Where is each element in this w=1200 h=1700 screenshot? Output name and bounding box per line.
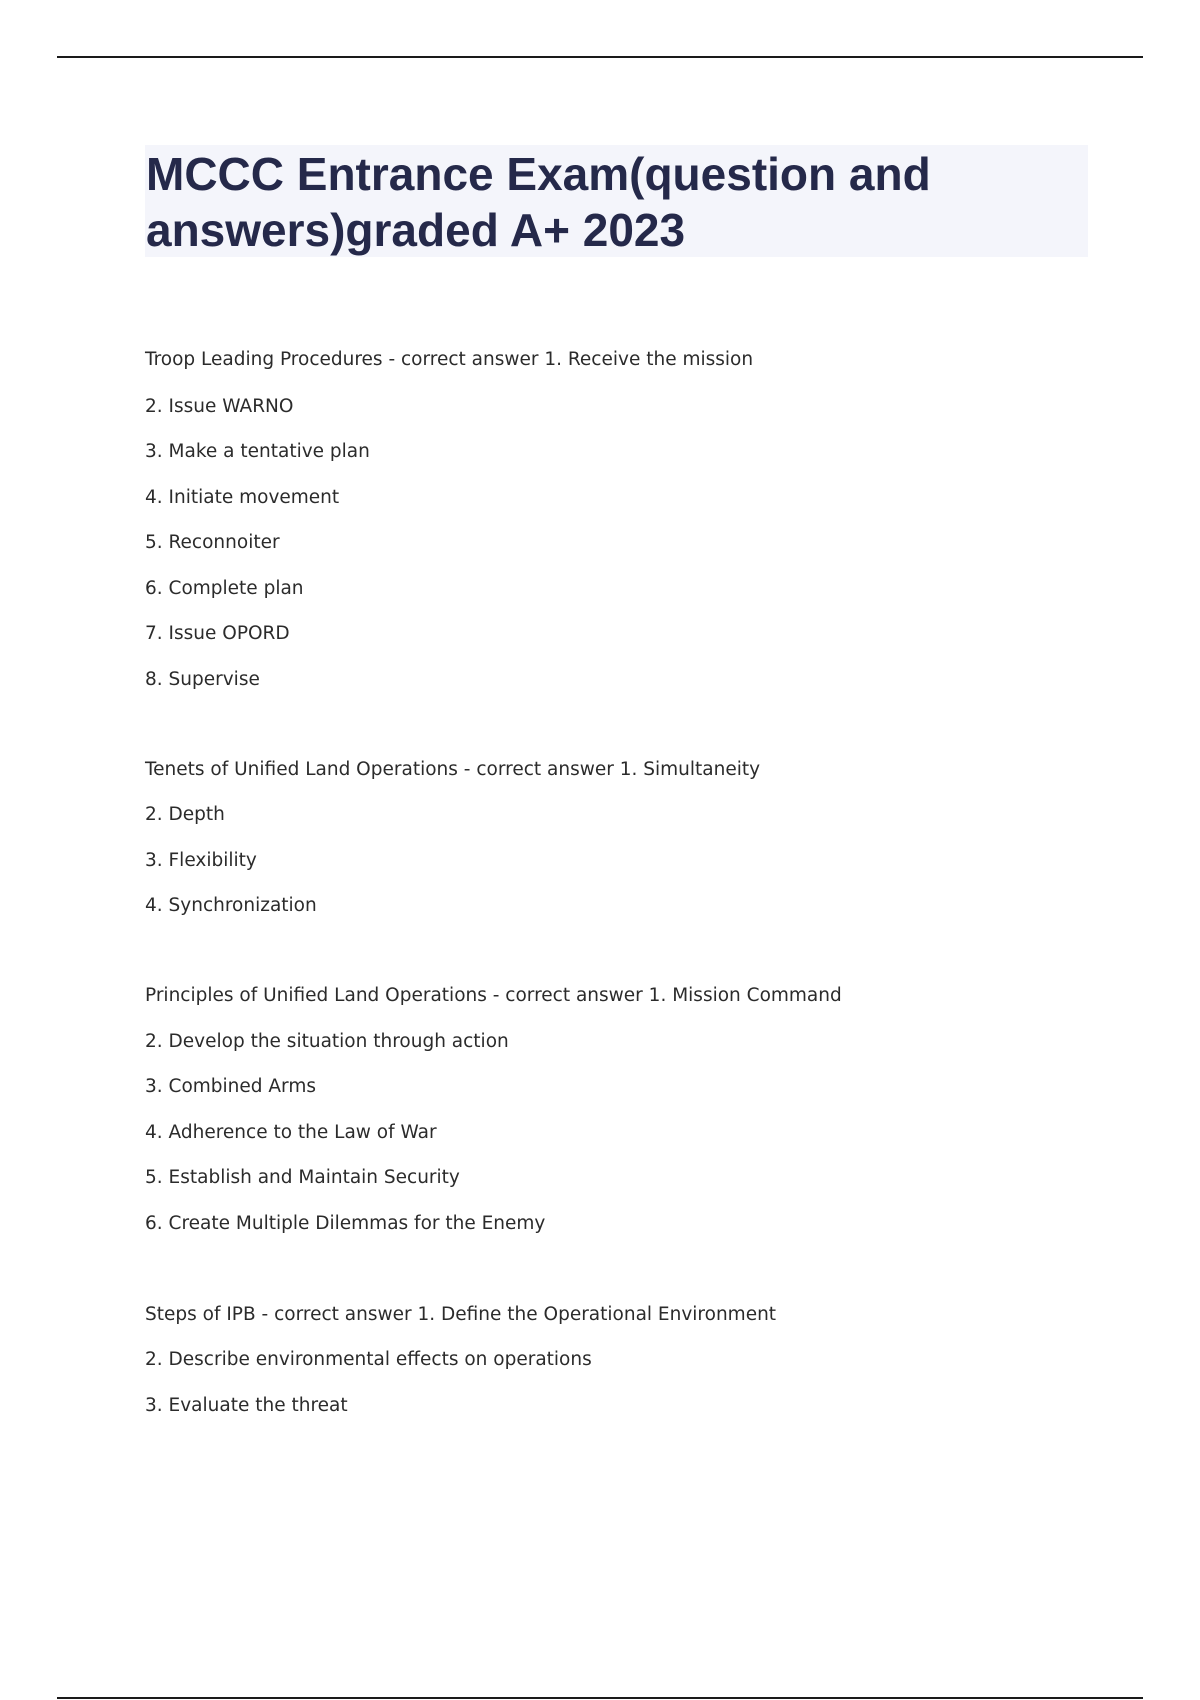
qa-question	[145, 984, 842, 1008]
question-text: Steps of IPB	[145, 1304, 256, 1325]
qa-question	[145, 348, 753, 372]
answer-line: 3. Make a tentative plan	[145, 441, 370, 462]
answer-line: 2. Issue WARNO	[145, 396, 294, 417]
answer-line: 5. Establish and Maintain Security	[145, 1167, 460, 1188]
answer-line: 8. Supervise	[145, 669, 260, 690]
answer-line: 1. Define the Operational Environment	[417, 1304, 777, 1325]
answer-line: 5. Reconnoiter	[145, 532, 280, 553]
top-rule	[57, 56, 1143, 58]
answer-line: 2. Describe environmental effects on operations	[145, 1349, 592, 1370]
answer-line: 2. Develop the situation through action	[145, 1031, 509, 1052]
answer-line: 1. Receive the mission	[544, 349, 754, 370]
answer-line: 3. Flexibility	[145, 850, 257, 871]
answer-line: 4. Adherence to the Law of War	[145, 1122, 437, 1143]
answer-line: 6. Create Multiple Dilemmas for the Enemy	[145, 1213, 546, 1234]
question-text: Tenets of Unified Land Operations	[145, 759, 458, 780]
answer-separator: - correct answer	[255, 1304, 418, 1325]
answer-line: 2. Depth	[145, 804, 225, 825]
bottom-rule	[57, 1697, 1143, 1699]
question-text: Principles of Unified Land Operations	[145, 985, 487, 1006]
answer-line: 1. Simultaneity	[619, 759, 761, 780]
qa-question	[145, 758, 760, 782]
document-title: MCCC Entrance Exam(question and answers)graded A+ 2023	[146, 148, 931, 256]
answer-line: 4. Initiate movement	[145, 487, 340, 508]
answer-line: 3. Evaluate the threat	[145, 1395, 348, 1416]
qa-question	[145, 1303, 776, 1327]
answer-line: 1. Mission Command	[648, 985, 842, 1006]
answer-line: 4. Synchronization	[145, 895, 317, 916]
answer-separator: - correct answer	[486, 985, 649, 1006]
answer-line: 6. Complete plan	[145, 578, 304, 599]
answer-line: 3. Combined Arms	[145, 1076, 316, 1097]
question-text: Troop Leading Procedures	[145, 349, 383, 370]
answer-separator: - correct answer	[457, 759, 620, 780]
answer-separator: - correct answer	[382, 349, 545, 370]
answer-line: 7. Issue OPORD	[145, 623, 290, 644]
